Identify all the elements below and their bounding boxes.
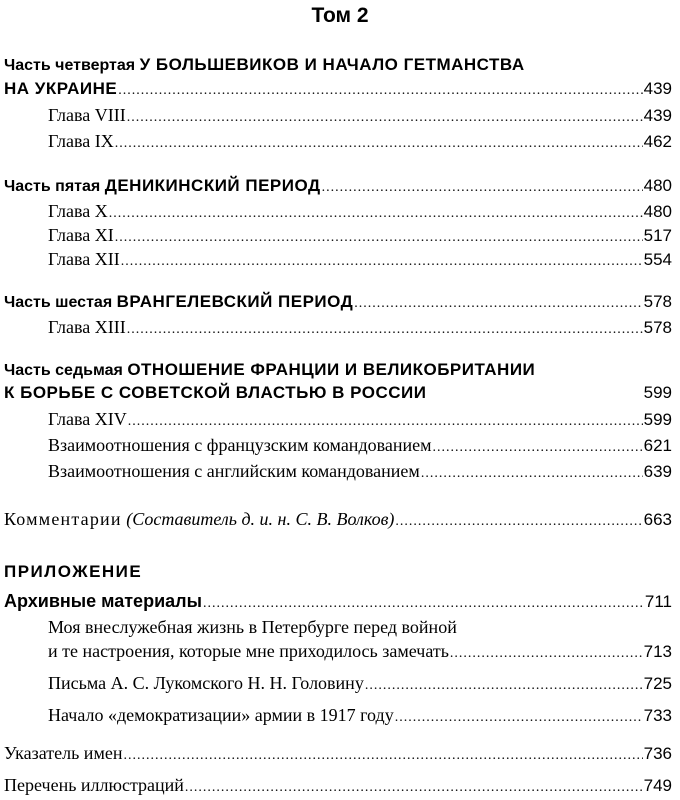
appendix-item-label: Начало «демократизации» армии в 1917 году xyxy=(48,705,394,725)
page-number: 578 xyxy=(643,318,672,337)
toc-entry-part-6[interactable] xyxy=(4,290,672,315)
leader-dots xyxy=(433,437,643,459)
leader-dots xyxy=(365,675,643,697)
archive-label: Архивные материалы xyxy=(4,591,202,611)
toc-entry-comments[interactable] xyxy=(4,508,672,533)
page-number: 439 xyxy=(643,79,672,98)
toc-entry-chapter-11[interactable] xyxy=(48,224,672,249)
page-number: 725 xyxy=(643,674,672,693)
chapter-label: Глава X xyxy=(48,201,108,221)
leader-dots xyxy=(127,107,643,129)
part-title: У БОЛЬШЕВИКОВ И НАЧАЛО ГЕТМАНСТВА xyxy=(139,55,525,74)
leader-dots xyxy=(421,463,643,485)
toc-entry-part-7[interactable] xyxy=(4,382,672,406)
leader-dots xyxy=(395,707,643,729)
chapter-label: Глава XI xyxy=(48,225,114,245)
leader-dots xyxy=(354,293,642,315)
part-title: ВРАНГЕЛЕВСКИЙ ПЕРИОД xyxy=(116,292,354,311)
chapter-label: Глава IX xyxy=(48,131,114,151)
toc-entry-index[interactable] xyxy=(4,742,672,767)
part-label: Часть пятая xyxy=(4,178,101,195)
leader-dots xyxy=(115,227,643,249)
toc-entry-part-5[interactable] xyxy=(4,174,672,199)
page-number: 462 xyxy=(643,132,672,151)
illustrations-label: Перечень иллюстраций xyxy=(4,775,184,795)
page-number: 749 xyxy=(643,776,672,795)
chapter-label: Глава XIII xyxy=(48,317,126,337)
leader-dots xyxy=(322,177,643,199)
page-number: 578 xyxy=(643,292,672,311)
page-number: 736 xyxy=(643,744,672,763)
leader-dots xyxy=(121,251,643,273)
part-7-heading-line1[interactable] xyxy=(4,358,535,382)
toc-entry-french-relations[interactable] xyxy=(48,434,672,459)
page-number: 711 xyxy=(644,592,672,611)
toc-entry-appendix-2[interactable] xyxy=(48,672,672,697)
toc-entry-illustrations[interactable] xyxy=(4,774,672,799)
leader-dots xyxy=(115,133,643,155)
page-number: 480 xyxy=(643,202,672,221)
leader-dots xyxy=(128,411,643,433)
toc-entry-chapter-9[interactable] xyxy=(48,130,672,155)
appendix-item-label: и те настроения, которые мне приходилось замечать xyxy=(48,641,449,661)
leader-dots xyxy=(109,203,643,225)
toc-entry-chapter-10[interactable] xyxy=(48,200,672,225)
page-number: 599 xyxy=(643,383,672,402)
toc-entry-appendix-1[interactable] xyxy=(48,640,672,665)
page-number: 439 xyxy=(643,106,672,125)
part-label: Часть седьмая xyxy=(4,362,123,379)
chapter-label: Глава XIV xyxy=(48,409,127,429)
page-number: 554 xyxy=(643,250,672,269)
page-number: 621 xyxy=(643,436,672,455)
page-number: 713 xyxy=(643,642,672,661)
index-label: Указатель имен xyxy=(4,743,123,763)
part-title: ДЕНИКИНСКИЙ ПЕРИОД xyxy=(104,176,321,195)
part-label: Часть четвертая xyxy=(4,57,136,74)
page-number: 733 xyxy=(643,706,672,725)
comments-label: Комментарии xyxy=(4,509,122,529)
toc-entry-appendix-3[interactable] xyxy=(48,704,672,729)
leader-dots xyxy=(450,643,643,665)
part-title-continued: К БОРЬБЕ С СОВЕТСКОЙ ВЛАСТЬЮ В РОССИИ xyxy=(4,383,427,402)
appendix-heading: ПРИЛОЖЕНИЕ xyxy=(4,562,143,581)
toc-entry-english-relations[interactable] xyxy=(48,460,672,485)
page-number: 663 xyxy=(643,510,672,529)
chapter-label: Глава XII xyxy=(48,249,120,269)
part-title: ОТНОШЕНИЕ ФРАНЦИИ И ВЕЛИКОБРИТАНИИ xyxy=(127,360,536,379)
section-label: Взаимоотношения с английским командованием xyxy=(48,461,420,481)
page-title: Том 2 xyxy=(311,4,369,27)
leader-dots xyxy=(185,777,643,799)
page-number: 480 xyxy=(643,176,672,195)
toc-entry-chapter-14[interactable] xyxy=(48,408,672,433)
part-title-continued: НА УКРАИНЕ xyxy=(4,79,118,98)
part-4-heading-line1[interactable] xyxy=(4,53,525,77)
leader-dots xyxy=(127,319,643,341)
toc-entry-chapter-12[interactable] xyxy=(48,248,672,273)
toc-entry-chapter-13[interactable] xyxy=(48,316,672,341)
toc-entry-archive[interactable] xyxy=(4,590,672,615)
chapter-label: Глава VIII xyxy=(48,105,126,125)
leader-dots xyxy=(203,593,644,615)
appendix-item-1-line1[interactable]: Моя внеслужебная жизнь в Петербурге перед войной xyxy=(48,617,457,637)
section-label: Взаимоотношения с французским командованием xyxy=(48,435,432,455)
toc-entry-chapter-8[interactable] xyxy=(48,104,672,129)
leader-dots xyxy=(395,511,642,533)
appendix-item-label: Письма А. С. Лукомского Н. Н. Головину xyxy=(48,673,364,693)
comments-compiler: (Составитель д. и. н. С. В. Волков) xyxy=(126,509,395,529)
page-number: 517 xyxy=(643,226,672,245)
leader-dots xyxy=(118,80,642,102)
toc-entry-part-4[interactable] xyxy=(4,78,672,102)
page-number: 599 xyxy=(643,410,672,429)
part-label: Часть шестая xyxy=(4,294,113,311)
leader-dots xyxy=(123,745,642,767)
page-number: 639 xyxy=(643,462,672,481)
